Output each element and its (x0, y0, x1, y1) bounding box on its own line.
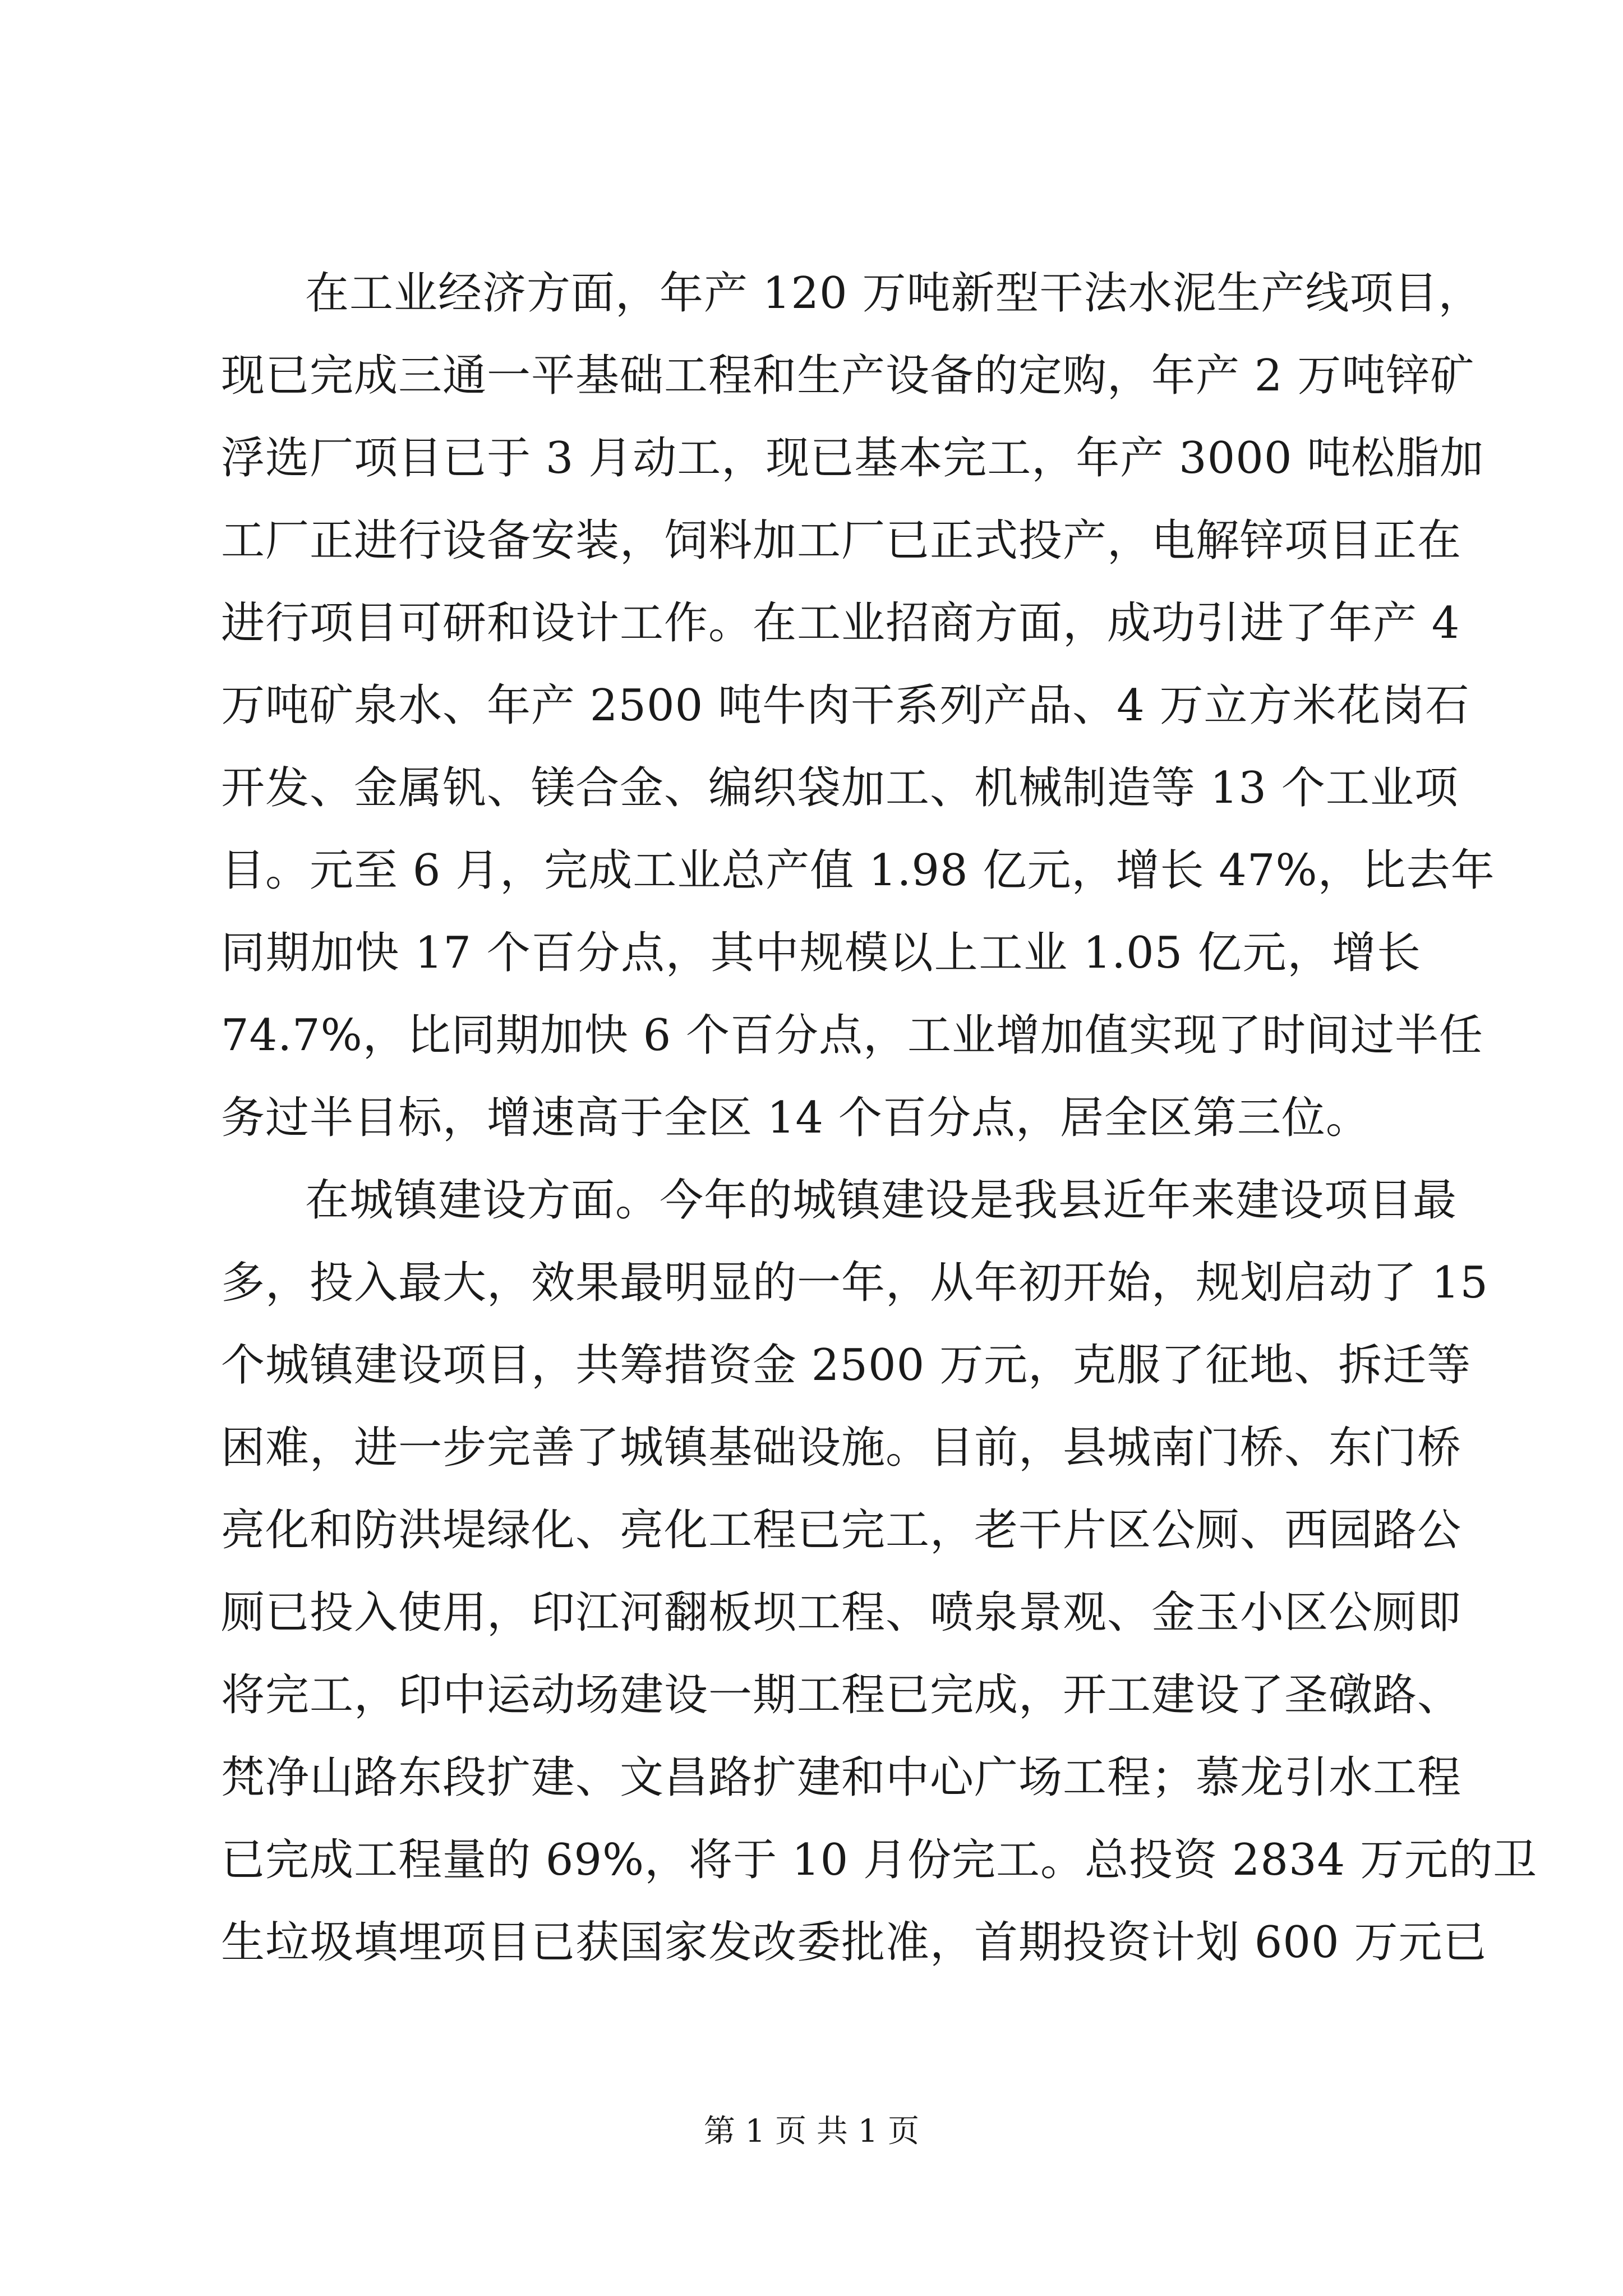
paragraph-line: 务过半目标，增速高于全区 14 个百分点，居全区第三位。 (221, 1093, 1370, 1143)
paragraph-line: 困难，进一步完善了城镇基础设施。目前，县城南门桥、东门桥 (221, 1423, 1462, 1473)
page-footer (0, 2109, 1623, 2154)
paragraph-town-construction (221, 1159, 1538, 1984)
paragraph-line: 开发、金属钒、镁合金、编织袋加工、机械制造等 13 个工业项 (221, 763, 1459, 813)
paragraph-line: 将完工，印中运动场建设一期工程已完成，开工建设了圣礅路、 (221, 1670, 1462, 1720)
paragraph-line: 在工业经济方面，年产 120 万吨新型干法水泥生产线项目， (305, 268, 1483, 319)
paragraph-line: 生垃圾填埋项目已获国家发改委批准，首期投资计划 600 万元已 (221, 1917, 1487, 1968)
paragraph-line: 在城镇建设方面。今年的城镇建设是我县近年来建设项目最 (305, 1175, 1458, 1226)
paragraph-line: 浮选厂项目已于 3 月动工，现已基本完工，年产 3000 吨松脂加 (221, 433, 1484, 484)
paragraph-line: 同期加快 17 个百分点，其中规模以上工业 1.05 亿元，增长 (221, 928, 1421, 978)
paragraph-line: 已完成工程量的 69%，将于 10 月份完工。总投资 2834 万元的卫 (221, 1835, 1538, 1885)
body-text (221, 252, 1538, 1984)
paragraph-line: 厕已投入使用，印江河翻板坝工程、喷泉景观、金玉小区公厕即 (221, 1588, 1462, 1638)
paragraph-line: 进行项目可研和设计工作。在工业招商方面，成功引进了年产 4 (221, 598, 1460, 648)
paragraph-industrial-economy (221, 252, 1495, 1159)
page-number-label: 第 1 页 共 1 页 (703, 2113, 920, 2150)
paragraph-line: 梵净山路东段扩建、文昌路扩建和中心广场工程；慕龙引水工程 (221, 1752, 1462, 1803)
paragraph-line: 万吨矿泉水、年产 2500 吨牛肉干系列产品、4 万立方米花岗石 (221, 680, 1470, 731)
paragraph-line: 目。元至 6 月，完成工业总产值 1.98 亿元，增长 47%，比去年 (221, 845, 1495, 896)
paragraph-line: 工厂正进行设备安装，饲料加工厂已正式投产，电解锌项目正在 (221, 516, 1462, 566)
paragraph-line: 亮化和防洪堤绿化、亮化工程已完工，老干片区公厕、西园路公 (221, 1505, 1462, 1556)
paragraph-line: 现已完成三通一平基础工程和生产设备的定购，年产 2 万吨锌矿 (221, 351, 1475, 401)
paragraph-line: 多，投入最大，效果最明显的一年，从年初开始，规划启动了 15 (221, 1258, 1489, 1308)
paragraph-line: 个城镇建设项目，共筹措资金 2500 万元，克服了征地、拆迁等 (221, 1340, 1472, 1391)
paragraph-line: 74.7%，比同期加快 6 个百分点，工业增加值实现了时间过半任 (221, 1010, 1484, 1061)
